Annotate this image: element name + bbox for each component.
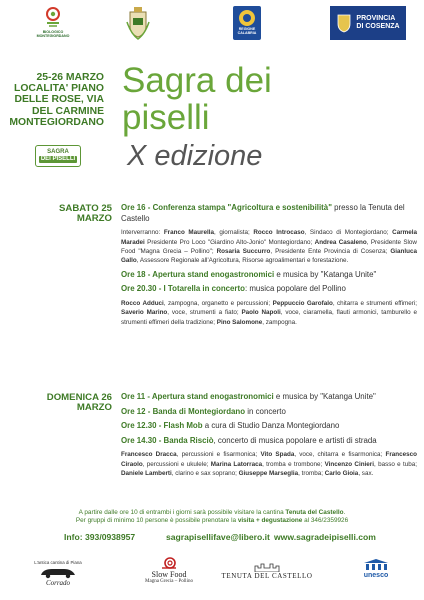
sponsor-slow-food (134, 556, 204, 584)
event-time: Ore 12.30 - Flash Mob (121, 421, 203, 431)
event-item (121, 407, 417, 418)
description-text: , percussioni e fisarmonica; (176, 451, 261, 459)
person-name: Vito Spada (260, 451, 295, 459)
day-label-sunday (10, 393, 112, 414)
event-description (121, 450, 417, 478)
note-text: Per gruppi di minimo 10 persone è possibile prenotare la (75, 517, 238, 525)
event-detail: : musica popolare del Pollino (244, 284, 346, 294)
program-sunday (121, 392, 417, 479)
saturday-label-line1: SABATO 25 (59, 203, 112, 214)
logo-row (0, 6, 424, 46)
provincia-text (356, 15, 399, 31)
program-saturday (121, 203, 417, 327)
description-text: , zampogna, organetto e percussioni; (163, 300, 273, 307)
snail-icon (161, 556, 177, 570)
event-time: Ore 14.30 - Banda Risciò (121, 435, 214, 445)
event-detail: , concerto di musica popolare e artisti di strada (213, 435, 377, 445)
unesco-temple-icon (361, 558, 391, 572)
description-text: , Presidente Slow Food "Magna Grecia – Pollino"; (121, 238, 417, 255)
person-name: Pino Salomone (216, 318, 263, 326)
corrado-line1: L'antica cantina di Piana (34, 560, 82, 565)
location-line-1: LOCALITA' PIANO (13, 83, 104, 95)
description-text: , clarino e sax soprano; (171, 470, 239, 478)
sponsor-unesco (352, 558, 400, 579)
corrado-car-icon (38, 565, 78, 579)
title-line-1: Sagra dei (122, 61, 272, 100)
description-text: , giornalista; (213, 229, 254, 237)
description-text: , voce, strumenti a fiato; (167, 309, 242, 317)
location-line-2: DELLE ROSE, VIA (14, 94, 104, 106)
sagra-small-logo (35, 145, 81, 167)
person-name: Giuseppe Marseglia (238, 470, 299, 478)
description-text: , zampogna. (262, 318, 297, 326)
website-link[interactable]: www.sagradeipiselli.com (274, 532, 376, 542)
regione-calabria-badge (233, 6, 261, 40)
provincia-cosenza-logo (330, 6, 406, 40)
footer-note-line2 (0, 517, 424, 525)
person-name: Francesco Dracca (121, 451, 177, 459)
person-name: Rocco Adduci (121, 300, 164, 307)
provincia-shield-icon (336, 13, 352, 33)
footer-note-line1: A partire dalle ore 10 di entrambi i giorni sarà possibile visitare la cantina Tenuta del Castello. (78, 509, 346, 516)
event-time: Ore 20.30 - I Totarella in concerto (121, 284, 245, 294)
person-name: Daniele Lamberti (121, 470, 172, 478)
person-name: Rosaria Succurro (216, 248, 271, 255)
event-description (121, 299, 417, 327)
corrado-line2: Corrado (45, 579, 71, 587)
consorzio-logo-text: BIOLOGICO MONTEGIORDANO (36, 30, 70, 38)
event-item (121, 284, 417, 295)
person-name: Saverio Marino (121, 309, 168, 317)
calabria-emblem-icon (238, 9, 256, 27)
person-name: Carmela Maradei (121, 229, 418, 246)
person-name: Gianluca Gallo (121, 248, 417, 265)
event-item (121, 436, 417, 447)
title-line-2: piselli (122, 98, 210, 137)
event-detail: e musica by "Katanga Unite" (274, 269, 377, 279)
regione-calabria-logo (232, 6, 262, 40)
description-text: , basso e tuba; (374, 460, 418, 468)
description-text: , Presidente Ente Provincia di Cosenza; (270, 248, 391, 255)
saturday-label-line2: MARZO (76, 213, 112, 225)
note-text: A partire dalle ore 10 di entrambi i giorni sarà possibile visitare la cantina (78, 509, 286, 516)
person-name: Paolo Napoli (241, 309, 281, 317)
slowfood-line2: Magna Grecia – Pollino (145, 579, 193, 584)
description-text: , voce, chitarra e fisarmonica; (294, 451, 386, 459)
description-text: , percussioni e ukulele; (142, 460, 211, 468)
person-name: Marina Latorraca (210, 460, 263, 468)
event-time: Ore 18 - Apertura stand enogastronomici (121, 269, 275, 279)
description-text: Interverranno: (121, 229, 164, 237)
person-name: Francesco Ciraolo (121, 451, 417, 468)
description-text: , sax. (358, 470, 374, 478)
sagra-logo-line1: SAGRA (47, 149, 69, 156)
person-name: Franco Maurella (163, 229, 214, 237)
sunday-label-line2: MARZO (76, 402, 112, 414)
person-name: Rocco Introcaso (253, 229, 305, 237)
footer-note (0, 509, 424, 526)
event-time: Ore 16 - Conferenza stampa "Agricoltura e sostenibilità" (121, 203, 332, 212)
info-phone[interactable]: Info: 393/0938957 (64, 532, 136, 542)
description-text: , tromba; (298, 470, 325, 478)
calabria-logo-text: REGIONE CALABRIA (237, 27, 257, 36)
contact-email[interactable]: sagrapisellifave@libero.it (166, 532, 270, 542)
event-time: Ore 12 - Banda di Montegiordano (121, 406, 246, 416)
sponsor-tenuta (220, 562, 314, 580)
tenuta-name: TENUTA DEL CASTELLO (221, 572, 313, 580)
description-text: , Sindaco di Montegiordano; (304, 229, 393, 237)
location-line-3: DEL CARMINE (32, 105, 104, 117)
person-name: Andrea Casaleno (314, 238, 367, 246)
description-text: , chitarra e strumenti effimeri; (332, 300, 417, 307)
description-text: , tromba e trombone; (262, 460, 325, 468)
event-detail: a cura di Studio Danza Montegiordano (202, 421, 340, 431)
consorzio-emblem-icon (43, 6, 63, 30)
date-location (4, 72, 104, 128)
event-item (121, 421, 417, 432)
unesco-label: unesco (363, 572, 389, 579)
description-text: Presidente Pro Loco "Giardino Alto-Jonio" Montegiordano; (144, 238, 315, 246)
event-time: Ore 11 - Apertura stand enogastronomici (121, 392, 274, 401)
edition-subtitle: X edizione (127, 140, 263, 172)
event-item (121, 203, 417, 224)
event-detail: e musica by "Katanga Unite" (273, 392, 376, 401)
person-name: Vincenzo Cinieri (324, 460, 374, 468)
event-item (121, 392, 417, 403)
sponsor-row (0, 556, 424, 596)
consorzio-logo (36, 6, 70, 38)
day-label-saturday (10, 204, 112, 225)
description-text: , voce, ciaramella, flauti armonici, tamburello e strumenti effimeri della tradizione; (121, 309, 417, 326)
slowfood-line1: Slow Food (151, 570, 187, 579)
sagra-logo-line2: DEI PISELLI (40, 156, 76, 162)
event-detail: in concerto (245, 406, 286, 416)
event-dates: 25-26 MARZO (36, 72, 104, 83)
provincia-line1: PROVINCIA (356, 15, 396, 22)
comune-crest (124, 6, 152, 40)
coat-of-arms-icon (125, 6, 151, 40)
castle-icon (253, 562, 281, 572)
page-title (122, 62, 272, 136)
location-line-4: MONTEGIORDANO (9, 116, 104, 128)
event-detail: presso la Tenuta del Castello (121, 203, 405, 223)
event-description (121, 228, 417, 266)
provincia-line2: DI COSENZA (356, 23, 400, 30)
person-name: Carlo Gioia (324, 470, 359, 478)
note-text: al 346/2359926 (302, 517, 349, 525)
sponsor-corrado (30, 560, 86, 587)
note-highlight: visita + degustazione (237, 517, 303, 525)
note-highlight: Tenuta del Castello (285, 509, 344, 516)
event-item (121, 270, 417, 281)
sunday-label-line1: DOMENICA 26 (46, 392, 112, 403)
description-text: , Assessore Regionale all'Agricoltura, Risorse agroalimentari e forestazione. (136, 257, 349, 265)
person-name: Peppuccio Garofalo (272, 300, 333, 307)
